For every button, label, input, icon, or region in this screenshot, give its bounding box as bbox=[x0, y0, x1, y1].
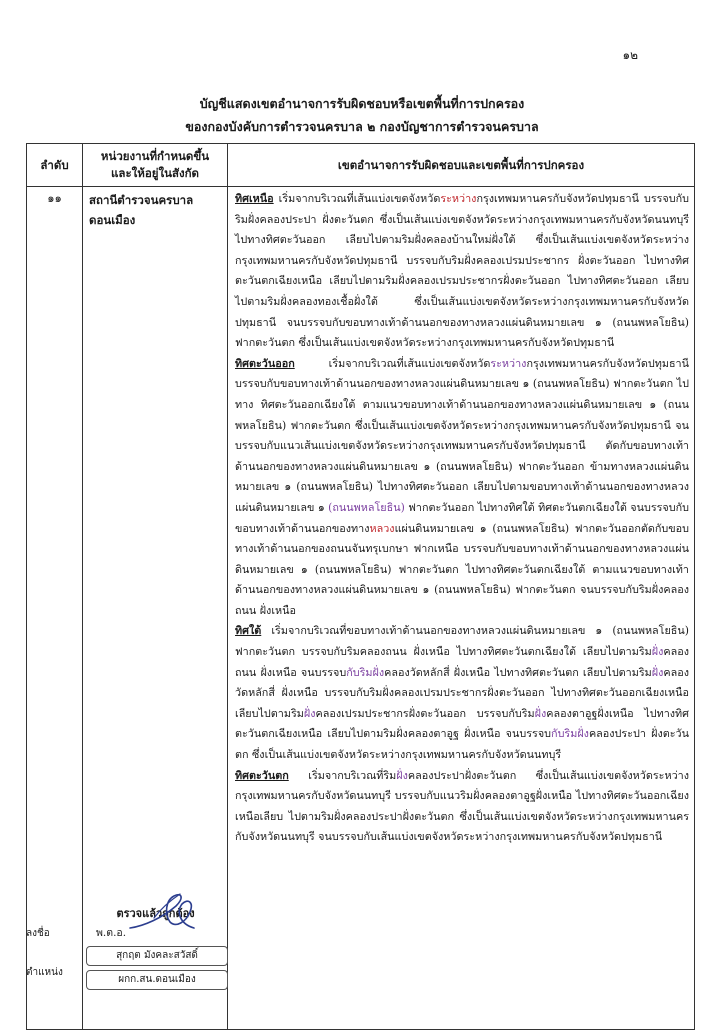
header-agency-line-1: หน่วยงานที่กำหนดขึ้น bbox=[100, 149, 210, 163]
north-heading: ทิศเหนือ bbox=[235, 192, 274, 205]
south-highlight-3: ฝั่ง bbox=[651, 665, 664, 679]
header-order: ลำดับ bbox=[27, 144, 83, 187]
verified-label: ตรวจแล้วถูกต้อง bbox=[116, 907, 195, 920]
south-highlight-4: ฝั่ง bbox=[303, 706, 316, 720]
header-agency-line-2: และให้อยู่ในสังกัด bbox=[110, 166, 200, 180]
east-paragraph bbox=[235, 354, 689, 622]
east-text-1: เริ่มจากบริเวณที่เส้นแบ่งเขตจังหวัด bbox=[294, 356, 491, 370]
west-heading: ทิศตะวันตก bbox=[235, 768, 289, 782]
east-highlight-3: หลวง bbox=[369, 521, 395, 535]
north-paragraph bbox=[235, 189, 689, 354]
agency-line-1: สถานีตำรวจนครบาล bbox=[89, 193, 194, 207]
agency-line-2: ดอนเมือง bbox=[89, 213, 136, 227]
west-paragraph bbox=[235, 766, 689, 848]
south-text-4: คลองวัดหลักสี่ ฝั่งเหนือ บรรจบกับริมฝั่งคลองเปรมประชากรฝั่งตะวันออก ไปทางทิศตะวันออกเฉียงเหนือ เลียบไปตามริม bbox=[235, 665, 689, 720]
south-text-2: คลองถนน ฝั่งเหนือ จนบรรจบ bbox=[235, 645, 689, 679]
table-header-row bbox=[27, 144, 695, 187]
east-text-2: กรุงเทพมหานครกับจังหวัดปทุมธานี บรรจบกับขอบทางเท้าด้านนอกของทางหลวงแผ่นดินหมายเลข ๑ (ถนนพหลโยธิน) ฟากตะวันตก ไปทาง ทิศตะวันออกเฉียงใต้ ตามแนวขอบทางเท้าด้านนอกของทางหลวงแผ่นดินหมายเลข ๑ (ถนนพหลโยธิน) ฟากตะวันตก ซึ่งเป็นเส้นแบ่งเขตจังหวัดระหว่างกรุงเทพมหานครกับจังหวัดปทุมธานี จนบรรจบกับแนวเส้นแบ่งเขตจังหวัดระหว่างกรุงเทพมหานครกับจังหวัดปทุมธานี ตัดกับขอบทางเท้าด้านนอกของทางหลวงแผ่นดินหมายเลข ๑ (ถนนพหลโยธิน) ฟากตะวันออก ข้ามทางหลวงแผ่นดินหมายเลข ๑ (ถนนพหลโยธิน) ไปทางทิศตะวันออก เลียบไปตามขอบทางเท้าด้านนอกของทางหลวงแผ่นดินหมายเลข ๑ bbox=[235, 356, 689, 514]
title-line-1: บัญชีแสดงเขตอำนาจการรับผิดชอบหรือเขตพื้นที่การปกครอง bbox=[199, 96, 525, 111]
east-text-3: ฟากตะวันออก ไปทางทิศใต้ ทิศตะวันตกเฉียงใต้ จนบรรจบกับขอบทางเท้าด้านนอกของทาง bbox=[235, 500, 689, 535]
signer-name: สุกฤต มังคละสวัสดิ์ bbox=[86, 946, 228, 966]
east-highlight-1: ระหว่าง bbox=[490, 356, 527, 370]
east-text-4: แผ่นดินหมายเลข ๑ (ถนนพหลโยธิน) ฟากตะวันออกตัดกับขอบทางเท้าด้านนอกของถนนจันทรุเบกษา ฟากเหนือ บรรจบกับขอบทางเท้าด้านนอกของทางหลวงแผ่นดินหมายเลข ๑ (ถนนพหลโยธิน) ฟากตะวันตก ไปทางทิศตะวันตกเฉียงใต้ ตามแนวขอบทางเท้าด้านนอกของทางหลวงแผ่นดินหมายเลข ๑ (ถนนพหลโยธิน) ฟากตะวันตก จนบรรจบกับริมฝั่งคลองถนน ฝั่งเหนือ bbox=[235, 521, 689, 617]
east-highlight-2: (ถนนพหลโยธิน) bbox=[328, 500, 405, 514]
south-text-5: คลองเปรมประชากรฝั่งตะวันออก บรรจบกับริม bbox=[315, 706, 535, 720]
signature-block bbox=[84, 888, 234, 988]
title-line-2: ของกองบังคับการตำรวจนครบาล ๒ กองบัญชาการตำรวจนครบาล bbox=[185, 119, 539, 134]
signer-position: ผกก.สน.ดอนเมือง bbox=[86, 970, 228, 990]
south-heading: ทิศใต้ bbox=[235, 624, 262, 638]
handwritten-signature-icon bbox=[124, 888, 204, 936]
west-text-2: คลองประปาฝั่งตะวันตก ซึ่งเป็นเส้นแบ่งเขตจังหวัดระหว่างกรุงเทพมหานครกับจังหวัดนนทบุรี บรรจบกับแนวริมฝั่งคลองตาอูฐฝั่งเหนือ ไปทางทิศตะวันออกเฉียงเหนือเลียบ ไปตามริมฝั่งคลองประปาฝั่งตะวันตก ซึ่งเป็นเส้นแบ่งเขตจังหวัดระหว่างกรุงเทพมหานครกับจังหวัดนนทบุรี จนบรรจบกับเส้นแบ่งเขตจังหวัดระหว่างกรุงเทพมหานครกับจังหวัดปทุมธานี bbox=[235, 768, 689, 844]
south-highlight-6: กับริมฝั่ง bbox=[551, 727, 589, 741]
south-text-1: เริ่มจากบริเวณที่ขอบทางเท้าด้านนอกของทางหลวงแผ่นดินหมายเลข ๑ (ถนนพหลโยธิน) ฟากตะวันตก บรรจบกับริมคลองถนน ฝั่งเหนือ ไปทางทิศตะวันตกเฉียงใต้ เลียบไปตามริม bbox=[235, 624, 689, 659]
south-paragraph bbox=[235, 621, 689, 765]
south-highlight-5: ฝั่ง bbox=[534, 706, 547, 720]
document-title bbox=[0, 92, 724, 138]
west-text-1: เริ่มจากบริเวณที่ริม bbox=[288, 768, 397, 782]
row-jurisdiction-text bbox=[228, 187, 695, 1030]
row-order: ๑๑ bbox=[27, 187, 83, 1030]
west-highlight-1: ฝั่ง bbox=[396, 768, 408, 782]
position-label: ตำแหน่ง bbox=[26, 967, 63, 978]
header-jurisdiction: เขตอำนาจการรับผิดชอบและเขตพื้นที่การปกครอง bbox=[228, 144, 695, 187]
north-text-2: กรุงเทพมหานครกับจังหวัดปทุมธานี บรรจบกับริมฝั่งคลองประปา ฝั่งตะวันตก ซึ่งเป็นเส้นแบ่งเขตจังหวัดระหว่างกรุงเทพมหานครกับจังหวัดนนทบุรี ไปทางทิศตะวันออก เลียบไปตามริมฝั่งคลองบ้านใหม่ฝั่งใต้ ซึ่งเป็นเส้นแบ่งเขตจังหวัดระหว่างกรุงเทพมหานครกับจังหวัดปทุมธานี บรรจบกับริมฝั่งคลองเปรมประชากร ฝั่งตะวันออก ไปทางทิศตะวันตกเฉียงเหนือ เลียบไปตามริมฝั่งคลองเปรมประชากรฝั่งตะวันออก ไปทางทิศตะวันออก เลียบไปตามริมฝั่งคลองทองเชื้อฝั่งใต้ ซึ่งเป็นเส้นแบ่งเขตจังหวัดระหว่างกรุงเทพมหานครกับจังหวัดปทุมธานี จนบรรจบกับขอบทางเท้าด้านนอกของทางหลวงแผ่นดินหมายเลข ๑ (ถนนพหลโยธิน) ฟากตะวันตก ซึ่งเป็นเส้นแบ่งเขตจังหวัดระหว่างกรุงเทพมหานครกับจังหวัดปทุมธานี bbox=[235, 192, 689, 350]
south-highlight-1: ฝั่ง bbox=[651, 645, 664, 659]
south-highlight-2: กับริมฝั่ง bbox=[346, 665, 385, 679]
header-agency bbox=[83, 144, 228, 187]
north-highlight-1: ระหว่าง bbox=[440, 192, 477, 205]
signer-rank: พ.ต.อ. bbox=[96, 927, 127, 939]
page-number: ๑๒ bbox=[622, 48, 638, 62]
east-heading: ทิศตะวันออก bbox=[235, 356, 295, 370]
south-text-3: คลองวัดหลักสี่ ฝั่งเหนือ ไปทางทิศตะวันตก เลียบไปตามริม bbox=[384, 665, 652, 679]
north-text-1: เริ่มจากบริเวณที่เส้นแบ่งเขตจังหวัด bbox=[273, 192, 441, 205]
south-text-7: คลองประปา ฝั่งตะวันตก ซึ่งเป็นเส้นแบ่งเขตจังหวัดระหว่างกรุงเทพมหานครกับจังหวัดนนทบุรี bbox=[235, 727, 689, 762]
sign-label: ลงชื่อ bbox=[26, 928, 50, 939]
south-text-6: คลองตาอูฐฝั่งเหนือ ไปทางทิศตะวันตกเฉียงเหนือ เลียบไปตามริมฝั่งคลองตาอูฐ ฝั่งเหนือ จนบรรจบ bbox=[235, 706, 689, 741]
